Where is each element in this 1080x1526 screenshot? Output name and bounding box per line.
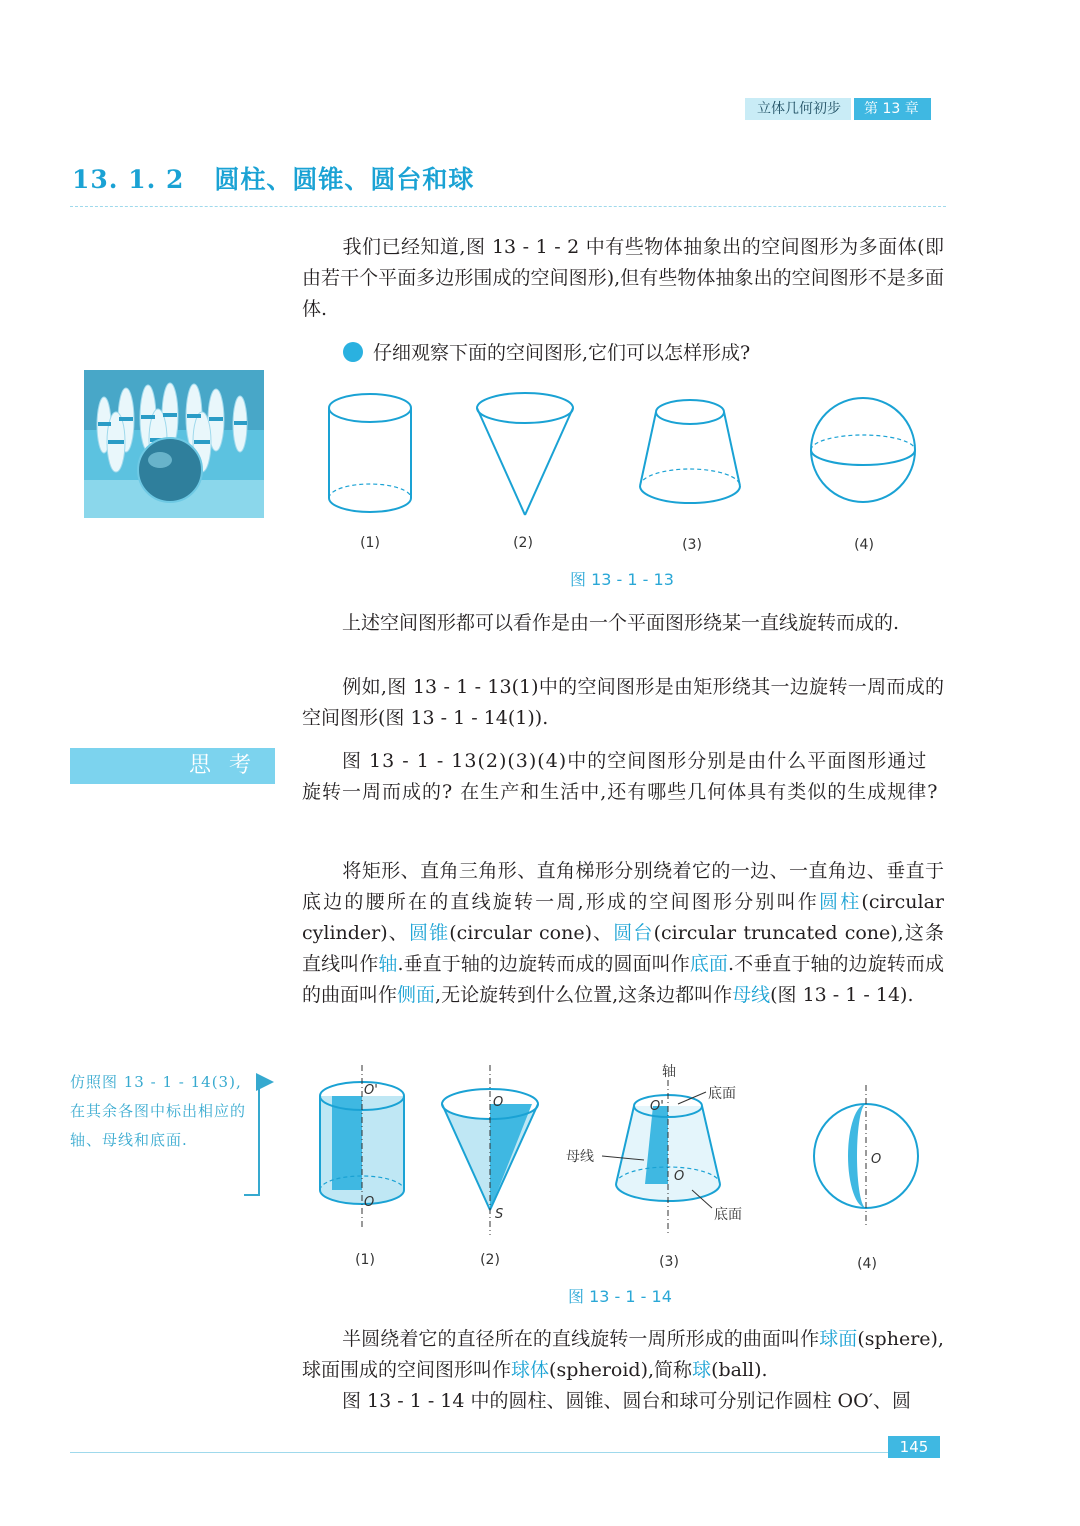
bullet-icon <box>343 342 363 362</box>
cone-shape <box>477 393 573 515</box>
paragraph-sphere: 半圆绕着它的直径所在的直线旋转一周所形成的曲面叫作球面(sphere),球面围成的空间图形叫作球体(spheroid),简称球(ball). <box>302 1328 944 1381</box>
figure-13-1-13 <box>300 380 950 570</box>
fig13-label-2: (2) <box>513 535 533 551</box>
paragraph-rotation: 上述空间图形都可以看作是由一个平面图形绕某一直线旋转而成的. <box>342 612 900 634</box>
note-bracket <box>244 1082 260 1196</box>
term-cylinder: 圆柱 <box>819 891 862 913</box>
fig14-label-3: (3) <box>659 1254 679 1270</box>
term-ball: 球 <box>692 1359 712 1381</box>
cylinder-shape <box>329 394 411 512</box>
cone-diagram <box>442 1065 539 1235</box>
bowling-image <box>84 370 264 518</box>
term-sphere-surface: 球面 <box>819 1328 858 1350</box>
sphere-diagram <box>814 1085 918 1227</box>
paragraph-definitions: 将矩形、直角三角形、直角梯形分别绕着它的一边、一直角边、垂直于底边的腰所在的直线旋转一周,形成的空间图形分别叫作圆柱(circular cylinder)、圆锥(circular cone)、圆台(circular truncated cone),这条直线叫作轴.垂直于轴的边旋转而成的圆面叫作底面.不垂直于轴的边旋转而成的曲面叫作侧面,无论旋转到什么位置,这条边都叫作母线(图 13 - 1 - 14). <box>302 860 944 1006</box>
paragraph-notation: 图 13 - 1 - 14 中的圆柱、圆锥、圆台和球可分别记作圆柱 OO′、圆 <box>342 1390 912 1412</box>
think-label: 思考 <box>70 748 275 784</box>
fig13-caption: 图 13 - 1 - 13 <box>570 570 674 589</box>
paragraph-intro: 我们已经知道,图 13 - 1 - 2 中有些物体抽象出的空间图形为多面体(即由若干个平面多边形围成的空间图形),但有些物体抽象出的空间图形不是多面体. <box>302 236 944 320</box>
term-base: 底面 <box>689 953 728 975</box>
question <box>343 338 750 365</box>
fig13-label-4: (4) <box>854 537 874 553</box>
fig14-label-1: (1) <box>355 1252 375 1268</box>
fig14-caption: 图 13 - 1 - 14 <box>568 1287 672 1306</box>
fig13-label-1: (1) <box>360 535 380 551</box>
term-spheroid: 球体 <box>511 1359 550 1381</box>
section-divider <box>70 206 946 207</box>
frustum-shape <box>640 400 740 503</box>
fig14-label-2: (2) <box>480 1252 500 1268</box>
term-generatrix: 母线 <box>732 984 771 1006</box>
cone-o: O <box>493 1095 504 1110</box>
think-text: 图 13 - 1 - 13(2)(3)(4)中的空间图形分别是由什么平面图形通过旋转一周而成的? 在生产和生活中,还有哪些几何体具有类似的生成规律? <box>302 750 939 803</box>
question-text: 仔细观察下面的空间图形,它们可以怎样形成? <box>373 342 751 364</box>
chapter-header <box>745 98 931 120</box>
term-lateral: 侧面 <box>397 984 436 1006</box>
term-cone: 圆锥 <box>408 922 450 944</box>
page-number: 145 <box>888 1436 940 1458</box>
term-axis: 轴 <box>378 953 398 975</box>
fig13-label-3: (3) <box>682 537 702 553</box>
cone-s: S <box>495 1207 504 1222</box>
frustum-base-bottom: 底面 <box>714 1207 742 1223</box>
sphere-shape <box>811 398 915 502</box>
bowling-photo <box>84 370 264 518</box>
figure-13-1-14 <box>300 1060 950 1280</box>
cylinder-diagram <box>320 1065 404 1230</box>
fig14-label-4: (4) <box>857 1256 877 1272</box>
frustum-base-top: 底面 <box>708 1086 736 1102</box>
term-frustum: 圆台 <box>613 922 654 944</box>
footer-divider <box>70 1452 890 1453</box>
section-title <box>72 160 474 196</box>
frustum-generatrix: 母线 <box>566 1149 594 1165</box>
topic-label: 立体几何初步 <box>745 98 851 120</box>
note-arrow-icon <box>256 1073 274 1091</box>
sphere-o: O <box>871 1152 882 1167</box>
section-number: 13. 1. 2 <box>72 165 185 194</box>
frustum-axis-label: 轴 <box>662 1064 676 1080</box>
paragraph-example: 例如,图 13 - 1 - 13(1)中的空间图形是由矩形绕其一边旋转一周而成的空间图形(图 13 - 1 - 14(1)). <box>302 676 944 729</box>
section-title-text: 圆柱、圆锥、圆台和球 <box>214 165 475 194</box>
chapter-label: 第 13 章 <box>854 98 931 120</box>
cyl-o-prime: O' <box>364 1083 378 1098</box>
frustum-diagram <box>566 1064 742 1235</box>
frustum-o: O <box>674 1169 685 1184</box>
margin-note: 仿照图 13 - 1 - 14(3),在其余各图中标出相应的轴、母线和底面. <box>70 1073 247 1149</box>
frustum-o-prime: O' <box>650 1099 664 1114</box>
cyl-o: O <box>364 1195 375 1210</box>
